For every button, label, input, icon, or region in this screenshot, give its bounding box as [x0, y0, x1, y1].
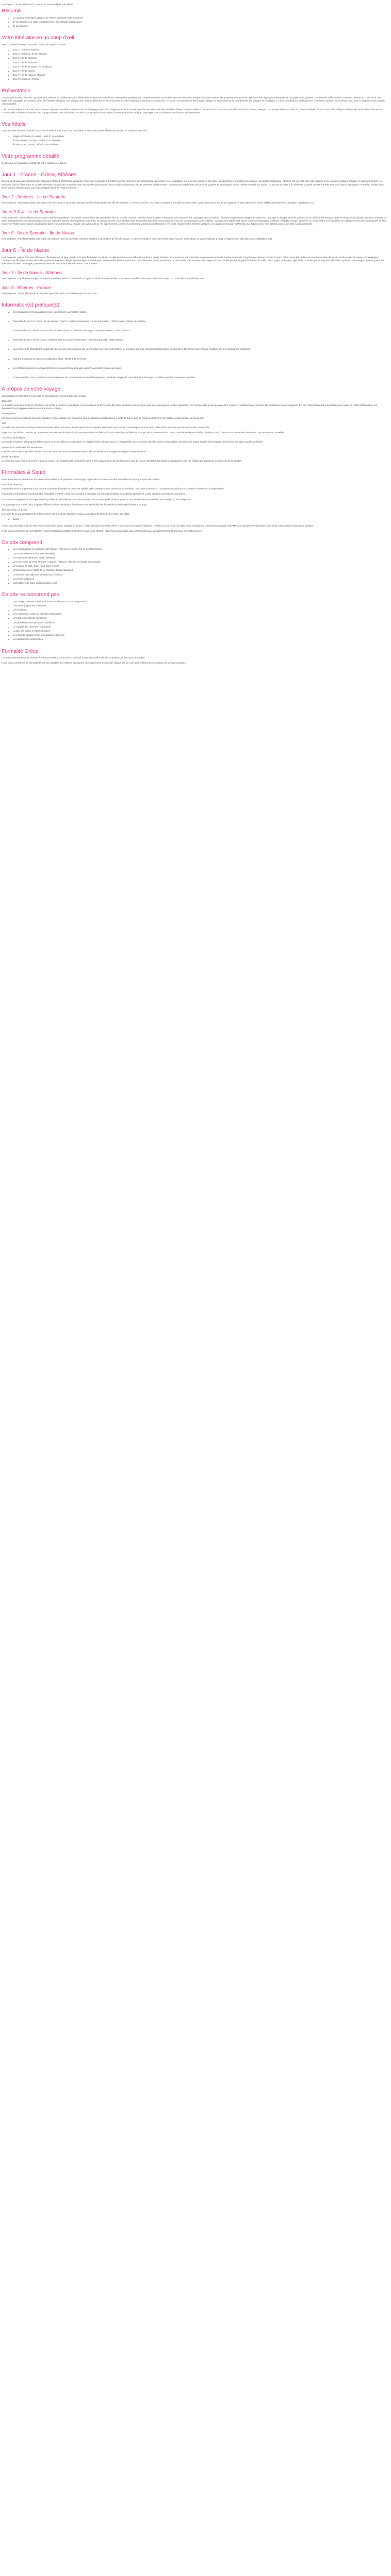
formalites-paragraph: Formalités diverses [2, 483, 22, 486]
day-title: Jour 1 : France - Grèce, Athènes [2, 172, 77, 178]
hotel-item: • Île de Santorin (3 nuits) : Hôtel 3* ou similaire [13, 139, 387, 142]
resume-list [2, 16, 387, 28]
sante-item: • Santé [13, 518, 387, 521]
programme-title: Votre programme détaillé [2, 154, 59, 160]
day-text: Petit déjeuner. Séjour libre pour découvrir l'île de Naxos, la plus grande et la plus fertile des Cyclades. La ville de Chora vous offre de nombreux points d'intérêt, à commencer par la Portara, majestueuse porte de marbre du temple d'Apollon qui domine l'entrée du port. Flânez dans les ruelles du quartier vénitien du Kastro et découvrez le musée archéologique. L'intérieur de l'île vous réserve de belles surprises avec ses villages de montagne authentiques comme Halki, Filoti et Apiranthos, ses oliveraies et ses plantations de citronniers. Les amateurs de plages seront comblés par les longues étendues de sable doré d'Agios Prokopios, Agia Anna ou Plaka, parmi les plus belles des Cyclades. Ne manquez pas de goûter les spécialités locales : fromages, pommes de terre de Naxos et liqueur de Kitron. Nuit à Naxos. [2, 256, 384, 265]
formalites-paragraph: Les passagers en transit dans un pays différent de leur destination finale sont priés de vérifier les formalités d'entrée spécifiques à ce pays. [2, 503, 148, 506]
apropos-paragraph: Les vols sont proposés au départ de nombreuses villes de France. Les horaires et compagnies aériennes vous seront communiqués lors de votre réservation. Les vols peuvent comporter une escale. [2, 426, 210, 429]
apropos-paragraph: Conditions spécifiques [2, 436, 25, 439]
formalites-paragraph: Au vu de l'Union européenne (UE), la carte nationale d'identité en cours de validité est le passeport sont admis sur le territoire. Une carte d'identité ou un passeport valide pour la durée du séjour est indispensable. [2, 487, 224, 490]
hotel-item: • Région d'Athènes (2 nuits) : Hôtel 3* ou similaire [13, 135, 387, 138]
presentation-paragraph: Lors de votre séjour à Santorin, vous pourrez explorer la caldeira, visiter le site archéologique d'Akrotiri, déguster les vins locaux dans les domaines viticoles de l'île et flâner dans les ruelles d'Oia et de Fira. À Naxos, vous découvrirez la Portara, vestige d'un temple dédié à Apollon, le château vénitien de la Chora et les villages traditionnels de l'intérieur des terres comme Halki, Filoti ou Apiranthos. Un voyage complet pour découvrir la Grèce sous ses plus beaux aspects, entre patrimoine antique, paysages spectaculaires et art de vivre méditerranéen. [2, 108, 382, 114]
list-item: • La formule petit-déjeuner pendant tout le séjour [13, 573, 387, 577]
page [0, 0, 391, 672]
list-item: • Les transferts aéroport / hôtel / aéroport [13, 556, 387, 560]
apropos-paragraph: Informations médicales à l'international [2, 446, 43, 449]
day-text: Petit-déjeuner. Transfert matinal vers le port du Pirée pour la traversée maritime en ferry à destination de l'île de Santorin. À l'arrivée sur l'île, vous serez accueilli et transféré à votre hôtel. Vous séjournerez 3 nuits en logement à petit déjeuner à l'hôtel Yorkhouse Hotel 3* ou similaire. Installation, nuit. [2, 201, 315, 204]
list-item: • Les frais de bagage selon la compagnie aérienne [13, 634, 387, 637]
list-item: • Les assurances optionnelles [13, 638, 387, 641]
sante-paragraph: Nous vous conseillons de consulter les recommandations sanitaires officielles avant votre départ : https://www.diplomatie.gouv.fr/fr/conseils-aux-voyageurs/conseils-par-pays-destination/grece/ [2, 529, 203, 532]
list-item: • Les traversées en ferry Athènes / Santorin / Naxos / Athènes en classe économique [13, 561, 387, 564]
list-item: • Les boissons [13, 608, 387, 612]
formalites-ue-title: Formalité Grèce [2, 648, 39, 654]
info-item: • Numéro d'urgence de notre correspondant local : 00 30 6 94 54 70 22 [13, 358, 387, 361]
list-item: • Les excursions, visites et activités optionnelles [13, 613, 387, 616]
apropos-paragraph: Transport [2, 399, 12, 402]
itinerary-day: • Jour 6 : Ile de Naxos [13, 70, 387, 73]
info-item: • Traversée le jour 5 Île de Santorin / Île de Naxos (tarif en classe économique + taxes portuaires) - 1h30 environ. [13, 329, 387, 332]
formalites-paragraph: Pour toutes informations concernant les formalités d'entrée, nous vous invitons à consulter les sites du ministère des Affaires étrangères ou les services consulaires concernés. [2, 493, 186, 496]
formalites-paragraph: Nous transmettons ci-dessous les informations utiles pour préparer votre voyage et prendre connaissance des actualités du pays que vous allez visiter. [2, 478, 160, 481]
list-item: • Les vols réguliers ou spéciaux A/R France / Athènes (selon la ville de départ choisie) [13, 548, 387, 551]
hotels-list [2, 135, 387, 147]
formalites-paragraph: Les mineurs voyageant à l'étranger doivent justifier de leur identité. Pour les mineurs non accompagnés de leurs parents, une autorisation de sortie du territoire (AST) est obligatoire. [2, 498, 192, 501]
formalites-paragraph: Taxe de séjour en Grèce [2, 509, 28, 512]
day-title: Jour 7 : Île de Naxos - Athènes [2, 270, 62, 276]
day-text: Petit déjeuner. Transfert vers le port de Naxos et embarquement à destination du port du Pirée. À votre arrivée, vous serez transféré vers votre hôtel Evita Airport 3* ou similaire. Installation, nuit. [2, 277, 205, 280]
itinerary-day: • Jour 5 : Ile de Santorin / Ile de Naxos [13, 65, 387, 69]
day-text: Petit déjeuner. Transfert matinal vers le port de Santorin pour la traversée maritime en ferry à destination de l'île de Naxos. À l'arrivée, transfert vers votre hôtel Agios Anna 2* ou similaire où vous résiderez 2 nuits en logement et petit déjeuner. Installation, nuit. [2, 237, 273, 240]
itinerary-day: • Jour 8 : Athènes / France [13, 78, 387, 81]
info-item: • Les horaires de départs des transferts vous seront communiqués par un message sur votre convocation ou sur place par nos correspondants locaux. Les horaires des ferries peuvent être modifiés par les compagnies maritimes. [13, 348, 387, 351]
list-item: • Les pourboires aux guides et chauffeurs [13, 621, 387, 624]
list-item: • Tout ce qui n'est pas mentionné dans la rubrique « ce prix comprend » [13, 600, 387, 603]
info-item: • À votre arrivée, notre représentant vous remettra les coordonnées de vos hébergements, le détail complet de votre itinéraire ainsi que vos billets pour les traversées inter-îles. [13, 376, 387, 379]
comprend-title: Ce prix comprend [2, 539, 42, 546]
apropos-paragraph: Les hôtels sont sélectionnés pour leur situation et leur confort. Les chambres sont généralement disponibles à partir de 14h le jour de l'arrivée et doivent être libérées avant 11h le jour du départ. [2, 416, 204, 419]
presentation-paragraph: Ce combiné de deux îles des Cyclades et d'Athènes vit la démonstration idéale des richesses insulaires et continentales parfaitement complémentaires. Vous allez découvrir les sites antiques incontournables, les quartiers vivants de la capitale et les plages paradisiaques de l'archipel des Cyclades. Ce combiné mêle histoire, culture et détente au cœur de la mer Égée. Les paysages de Santorin, avec ses falaises abruptes, ses villages aux maisons blanches et ses couchers de soleil mythiques, sauront vous charmer. À Naxos, vous profiterez des longues plages de sable doré et de l'authenticité des villages de montagne. Le tout complété par la découverte d'Athènes, berceau de la démocratie, avec l'Acropole et ses musées exceptionnels. [2, 96, 386, 106]
formalites-paragraph: Une taxe de séjour obligatoire de 1,50 € à 10 € par nuit et par chambre (selon la catégorie de l'hôtel) est à régler sur place. [2, 513, 131, 516]
formalites-ue-paragraph: Nous vous conseillons de consulter le site du ministère des Affaires étrangères et européennes avant votre départ afin de vous tenir informé des conditions de voyage actuelles. [2, 662, 187, 665]
list-item: • La taxe de séjour à régler sur place [13, 630, 387, 633]
apropos-paragraph: Le bébé doit avoir moins de 2 ans le jour du retour. Les enfants sont considérés comme tels jusqu'à leurs 12 ans révolus le jour du retour. Des tarifs spécifiques s'appliquent pour les enfants partageant la chambre de deux adultes. [2, 460, 242, 463]
apropos-paragraph: Vols [2, 421, 6, 425]
itinerary-subtitle: Votre combiné Athènes / Santorin / Naxos en 8 jours / 7 nuits : [2, 43, 67, 46]
info-item: • Traversée le jour 7 Île de Naxos / Athènes (tarif en classe économique + taxes portuaires) - 4h00 environ. [13, 338, 387, 342]
list-item: • Les repas (déjeuners et dîners) [13, 604, 387, 607]
day-text: Envol à destination de l'aéroport international d'Athènes Elefthérios-Venizélos. Vous serez accueilli et transféré à votre hôtel où vous séjournerez la première nuit. Installation. Le reste de la journée sera libre, vous pourrez en profiter pour explorer la capitale hellénique. Athènes est une ville aux mille visages où se côtoient vestiges antiques et quartiers animés. Ne manquez pas de flâner dans le quartier de Plaka, au pied de l'Acropole, avec ses ruelles pittoresques, ses boutiques d'artisanat et ses tavernes traditionnelles. Vous pourrez également découvrir le quartier de Monastiraki et son célèbre marché aux puces, ou encore assister à la relève de la garde devant le Parlement sur la place Syntagma. En soirée, profitez d'un dîner sur une terrasse avec vue sur l'Acropole illuminée. Nuit à Athènes. [2, 180, 384, 189]
info-item: • Ce programme n'est pas adapté pour les personnes à mobilité réduite. [13, 311, 387, 314]
itinerary-day: • Jour 7 : Ile de Naxos / Athènes [13, 74, 387, 77]
day-title: Jour 8 : Athènes - France [2, 285, 51, 291]
list-item: • Île de Santorin [13, 25, 387, 28]
day-title: Jour 5 : Île de Santorin - Île de Naxos [2, 230, 74, 236]
sante-paragraph: Il n'est pas nécessaire d'avoir des vaccins particuliers pour voyager en Grèce. Il est cependant conseillé d'être à jour dans vos vaccins habituels. Pensez à vous munir de votre carte européenne d'assurance maladie (CEAM), que vous pouvez demander auprès de votre caisse d'assurance maladie. [2, 524, 314, 527]
information-list [2, 311, 387, 380]
list-item: • Île de Santorin, un cadre exceptionnel et ses villages pittoresques [13, 21, 387, 24]
programme-intro: Ci-dessous le programme détaillé de votre combiné en Grèce. [2, 161, 67, 164]
header-description: Description Ce prix comprend / Ce prix ne comprend pas Formalités [2, 3, 73, 6]
sante-list [2, 518, 387, 521]
comprend-list [2, 548, 387, 585]
apropos-paragraph: Le transfert entre l'aéroport et votre hôtel est inclus à l'arrivée et au départ. Les traversées en ferry sont effectuées en classe économique avec des compagnies locales régulières. Les horaires des ferries peuvent être soumis à modification en fonction des conditions météorologiques. En cas d'annulation d'une traversée pour cause de météo défavorable, les éventuels frais supplémentaires resteront à votre charge. [2, 403, 377, 410]
resume-title: Résumé [2, 8, 21, 14]
presentation-title: Présentation [2, 88, 31, 94]
necomprend-title: Ce prix ne comprend pas [2, 592, 59, 598]
apropos-paragraph: En cas de conditions climatiques défavorables ou d'une affluence importante à l'hôtel pendant la haute saison, il est possible que certaines activités soient indisponibles. Les taxes de séjour locales sont à régler directement sur place auprès de l'hôtel. [2, 440, 264, 444]
apropos-paragraph: Hébergement [2, 412, 16, 415]
necomprend-list [2, 600, 387, 641]
hotels-intro: Dans le cadre de votre combiné, nous avons sélectionné pour vous des hôtels 3* ou 4* de qualité, idéalement situés, en chambre standard : [2, 129, 149, 132]
info-item: • Les hôtels indiqués ne sont pas définitifs ; ils peuvent être changés jusqu'à la dernière minute sur place. [13, 367, 387, 370]
apropos-paragraph: Pour les personnes à mobilité réduite, merci de contacter notre service réservation afin de vérifier si le voyage est adapté à votre situation. [2, 450, 147, 453]
information-title: Information(s) pratique(s) [2, 302, 60, 309]
hotels-title: Vos hôtels [2, 121, 26, 127]
day-text: Petits déjeuners. Séjour libre pour découvrir cette île magnifique considérée comme l'une des plus belles îles du monde. Santorin est née d'une éruption volcanique qui a façonné ses paysages spectaculaires : falaises vertigineuses, plages de sable noir ou rouge et villages perchés au bord de la caldeira. Ne manquez pas le village d'Oia, réputé pour ses couchers de soleil exceptionnels, ses maisons blanches aux coupoles bleues et ses galeries d'art. Fira, la capitale de l'île, vous séduira avec ses ruelles animées, ses boutiques et sa vue panoramique sur la caldeira. Vous pourrez également visiter le site archéologique d'Akrotiri, véritable Pompéi égéenne, ou encore faire une excursion en bateau vers les îles volcaniques de Nea Kameni et Palea Kameni pour vous baigner dans les sources d'eau chaude. Les amateurs de vin apprécieront la visite d'un domaine viticole pour découvrir le vin local, notamment le célèbre Vinsanto. Les plages de Kamari et Perissa, aux sables noirs, sont idéales pour la détente. Nuits à Santorin. [2, 216, 387, 225]
info-item: • Traversée le jour 2 Le Pirée / Île de Santorin (tarif en classe économique + taxes portuaires) - 7h20 environ, départ en matinée. [13, 320, 387, 323]
list-item: • La capitale hellénique, alliance de trésors antiques et de modernité [13, 16, 387, 20]
list-item: • Les dépenses d'ordre personnel [13, 617, 387, 620]
list-item: • Les transferts port / hôtel / port dans les îles [13, 565, 387, 568]
day-text: Petit-déjeuner. Temps libre jusqu'au transfert pour l'aéroport. Vol à destination de la France. [2, 292, 97, 295]
itinerary-title: Votre itinéraire en un coup d'œil [2, 35, 74, 41]
day-title: Jour 6 : Île de Naxos [2, 248, 49, 254]
list-item: • L'assistance de notre correspondant local [13, 582, 387, 585]
day-title: Jours 3 & 4 : Île de Santorin [2, 209, 56, 214]
formalites-sante-title: Formalités & Santé [2, 470, 46, 476]
formalites-ue-paragraph: Les ressortissants français doivent être en possession d'une pièce d'identité (carte nationale d'identité ou passeport) en cours de validité. [2, 656, 145, 659]
itinerary-day: • Jour 4 : Ile de Santorin [13, 61, 387, 64]
itinerary-day: • Jour 1 : France / Athènes [13, 48, 387, 52]
apropos-paragraph: Voici quelques informations à prendre en considération concernant votre voyage : [2, 394, 87, 397]
list-item: • Les taxes portuaires [13, 578, 387, 581]
hotel-item: • Île de Naxos (2 nuits) : Hôtel 3* ou similaire [13, 143, 387, 146]
day-title: Jour 2 : Athènes - Île de Santorin [2, 194, 66, 199]
itinerary-day: • Jour 3 : Ile de Santorin [13, 57, 387, 60]
itinerary-list [2, 48, 387, 81]
list-item: • Les taxes aériennes (montant révisable) [13, 552, 387, 555]
apropos-paragraph: Important : les hôtels, horaires et prestations sont donnés à titre indicatif et peuvent être modifiés en fonction des disponibilités au moment de votre réservation. Pour toute demande particulière, n'hésitez pas à contacter notre service réservation qui saura vous conseiller. [2, 431, 285, 434]
list-item: • Le supplément chambre individuelle [13, 625, 387, 629]
list-item: • L'hébergement en hôtels 3* en chambre double standard [13, 569, 387, 572]
itinerary-day: • Jour 2 : Athènes / Ile de Santorin [13, 53, 387, 56]
apropos-paragraph: Bébés et enfants [2, 455, 20, 459]
apropos-title: À propos de votre voyage [2, 386, 60, 393]
